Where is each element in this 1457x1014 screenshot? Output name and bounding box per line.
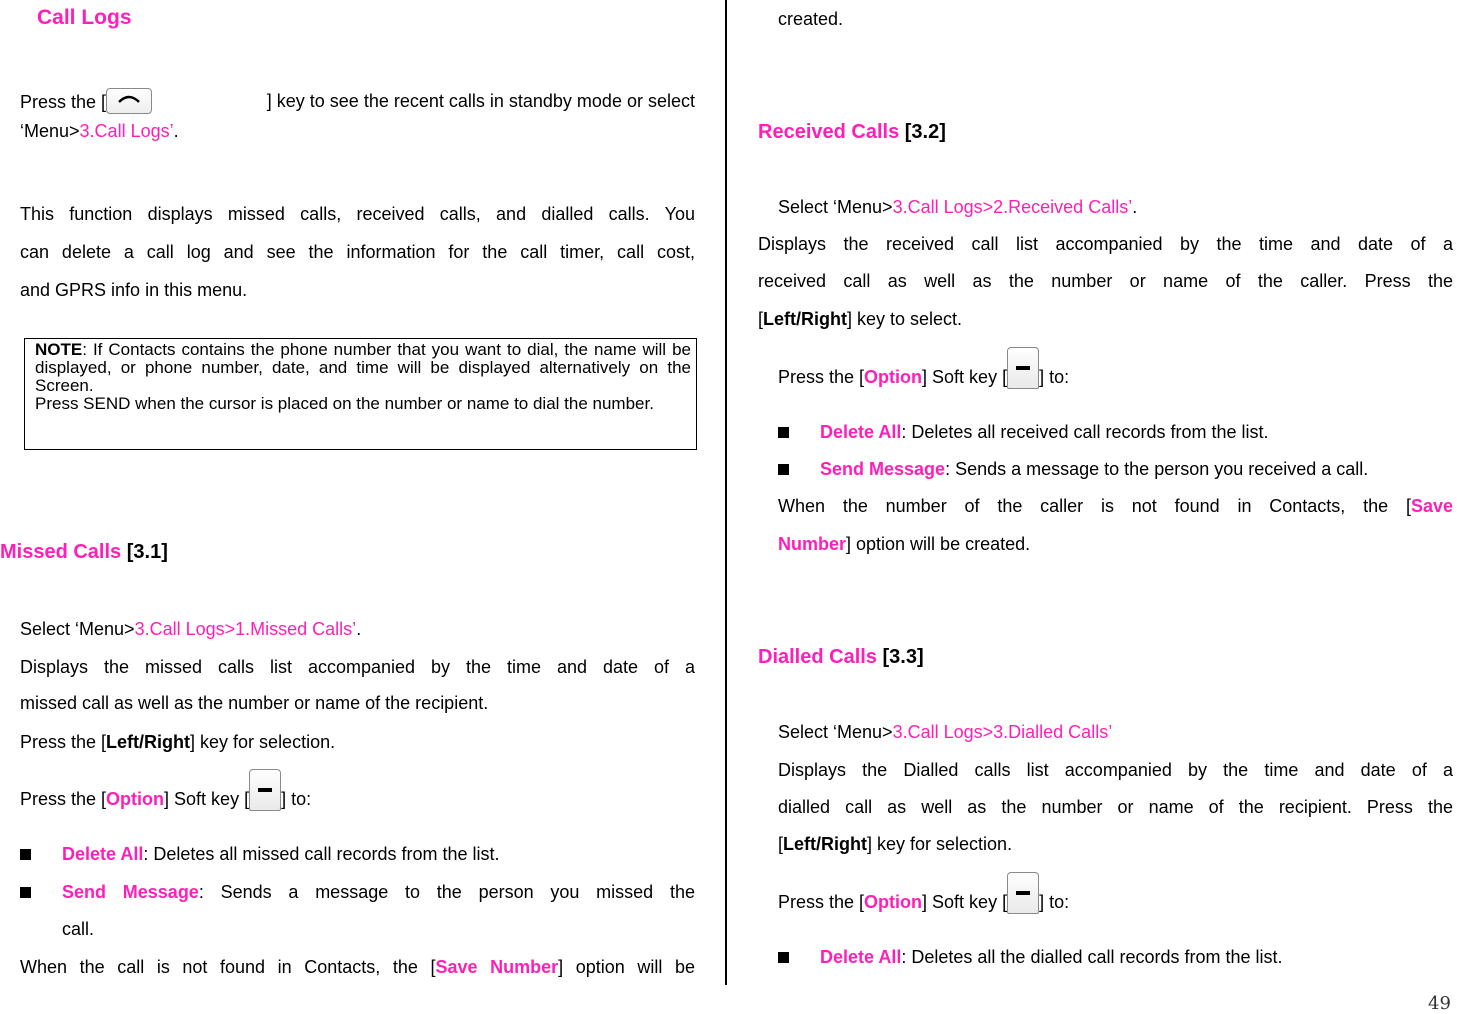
soft-key-icon xyxy=(1007,347,1039,389)
dialled-desc-3: [Left/Right] key for selection. xyxy=(778,834,1013,854)
square-bullet-icon xyxy=(20,849,31,860)
missed-desc-1: Displays the missed calls list accompanied by the time and date of a xyxy=(20,657,695,677)
missed-bullet-1: Delete All: Deletes all missed call records from the list. xyxy=(20,843,31,865)
soft-key-icon xyxy=(249,769,281,811)
created-continuation: created. xyxy=(778,9,844,29)
dialled-option-line: Press the [Option] Soft key [ ] to: xyxy=(778,872,1069,914)
phone-call-key-icon xyxy=(106,88,152,114)
dialled-desc-1: Displays the Dialled calls list accompanied by the time and date of a xyxy=(778,760,1453,780)
received-save-line-2: Number] option will be created. xyxy=(778,534,1031,554)
received-bullet-1: Delete All: Deletes all received call records from the list. xyxy=(778,421,789,443)
intro-line-1: Press the [ ] key to see the recent calls in standby mode or select xyxy=(20,88,695,114)
received-select: Select ‘Menu>3.Call Logs>2.Received Calls’. xyxy=(778,197,1138,217)
received-calls-heading: Received Calls [3.2] xyxy=(758,121,946,143)
column-divider xyxy=(725,0,727,985)
missed-bullet-2-cont: call. xyxy=(62,919,95,939)
square-bullet-icon xyxy=(778,427,789,438)
dialled-desc-2: dialled call as well as the number or name of the recipient. Press the xyxy=(778,797,1453,817)
missed-desc-2: missed call as well as the number or name of the recipient. xyxy=(20,693,489,713)
dialled-bullet-1: Delete All: Deletes all the dialled call records from the list. xyxy=(778,946,789,968)
received-desc-1: Displays the received call list accompanied by the time and date of a xyxy=(758,234,1453,254)
missed-save-number: When the call is not found in Contacts, the [Save Number] option will be xyxy=(20,957,695,977)
intro-line-2: ‘Menu>3.Call Logs’. xyxy=(20,121,179,141)
received-option-line: Press the [Option] Soft key [ ] to: xyxy=(778,347,1069,389)
square-bullet-icon xyxy=(20,887,31,898)
missed-calls-heading: Missed Calls [3.1] xyxy=(0,541,168,563)
soft-key-icon xyxy=(1007,872,1039,914)
square-bullet-icon xyxy=(778,464,789,475)
received-bullet-2: Send Message: Sends a message to the person you received a call. xyxy=(778,458,789,480)
dialled-calls-heading: Dialled Calls [3.3] xyxy=(758,646,924,668)
missed-bullet-2: Send Message: Sends a message to the person you missed the xyxy=(20,881,695,903)
missed-select: Select ‘Menu>3.Call Logs>1.Missed Calls’. xyxy=(20,619,362,639)
received-desc-3: [Left/Right] key to select. xyxy=(758,309,963,329)
page-title: Call Logs xyxy=(37,6,132,29)
square-bullet-icon xyxy=(778,952,789,963)
missed-press-lr: Press the [Left/Right] key for selection. xyxy=(20,732,336,752)
received-desc-2: received call as well as the number or name of the caller. Press the xyxy=(758,271,1453,291)
missed-option-line: Press the [Option] Soft key [ ] to: xyxy=(20,769,311,811)
description: This function displays missed calls, received calls, and dialled calls. You can delete a call log and see the information for the call timer, call cost, and GPRS info in this menu. xyxy=(20,204,695,300)
received-save-line-1: When the number of the caller is not found in Contacts, the [Save xyxy=(778,496,1453,516)
dialled-select: Select ‘Menu>3.Call Logs>3.Dialled Calls’ xyxy=(778,722,1113,742)
note-box: NOTE: If Contacts contains the phone number that you want to dial, the name will be displayed, or phone number, date, and time will be displayed alternatively on the Screen. Press SEND when the cursor is placed on the number or name to dial the number. xyxy=(24,338,697,450)
page-number: 49 xyxy=(1428,993,1451,1014)
